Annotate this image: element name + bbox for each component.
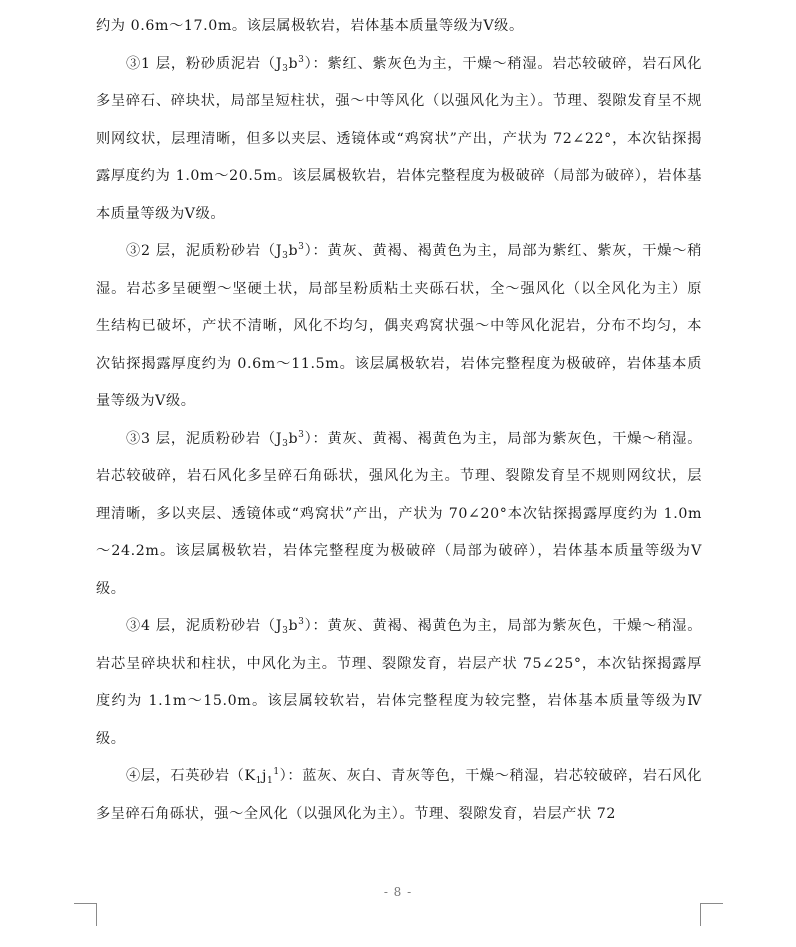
page-corner-mark-left <box>74 903 97 926</box>
text-run: ）：黄灰、黄褐、褐黄色为主，局部为紫灰色，干燥～稍湿。岩芯较破碎，岩石风化多呈碎石角砾状，强风化为主。节理、裂隙发育呈不规则网纹状，层理清晰，多以夹层、透镜体或“鸡窝状”产出，产状为 70∠20°本次钻探揭露厚度约为 1.0m～24.2m。该层属极软岩，岩体完整程度为极破碎（局部为破碎），岩体基本质量等级为Ⅴ级。 <box>96 430 702 597</box>
text-sub: 3 <box>282 626 289 636</box>
text-run: j <box>262 768 267 784</box>
page-body <box>96 8 702 833</box>
text-sub: 1 <box>267 776 274 786</box>
text-sup: 3 <box>298 54 305 65</box>
paragraph-layer-3-3 <box>96 421 702 609</box>
text-sub: 3 <box>282 251 289 261</box>
text-run: 约为 0.6m～17.0m。该层属极软岩，岩体基本质量等级为Ⅴ级。 <box>96 18 524 34</box>
paragraph-layer-3-2 <box>96 233 702 421</box>
text-run: ③3 层，泥质粉砂岩（J <box>126 430 283 447</box>
text-run: ④层，石英砂岩（K <box>126 768 256 784</box>
paragraph-layer-3-1 <box>96 46 702 234</box>
text-sub: 3 <box>282 438 289 449</box>
text-run: b <box>288 618 299 634</box>
text-sub: 3 <box>282 63 289 74</box>
text-run: ）：紫红、紫灰色为主，干燥～稍湿。岩芯较破碎，岩石风化多呈碎石、碎块状，局部呈短柱状，强～中等风化（以强风化为主）。节理、裂隙发育呈不规则网纹状，层理清晰，但多以夹层、透镜体或“鸡窝状”产出，产状为 72∠22°，本次钻探揭露厚度约为 1.0m～20.5m。该层属极软岩，岩体完整程度为极破碎（局部为破碎），岩体基本质量等级为Ⅴ级。 <box>96 55 702 222</box>
text-run: ③2 层，泥质粉砂岩（J <box>126 243 283 259</box>
text-sup: 3 <box>298 617 305 627</box>
text-sup: 1 <box>273 767 280 777</box>
text-run: ）：蓝灰、灰白、青灰等色，干燥～稍湿，岩芯较破碎，岩石风化多呈碎石角砾状，强～全风化（以强风化为主）。节理、裂隙发育，岩层产状 72 <box>96 768 702 822</box>
text-run: b <box>288 430 299 447</box>
text-run: ③4 层，泥质粉砂岩（J <box>126 618 283 634</box>
text-run: ）：黄灰、黄褐、褐黄色为主，局部为紫灰色，干燥～稍湿。岩芯呈碎块状和柱状，中风化为主。节理、裂隙发育，岩层产状 75∠25°，本次钻探揭露厚度约为 1.1m～15.0m。该层属较软岩，岩体完整程度为较完整，岩体基本质量等级为Ⅳ级。 <box>96 618 702 747</box>
text-run: b <box>288 55 299 72</box>
text-run: ③1 层，粉砂质泥岩（J <box>126 55 283 72</box>
page-number: - 8 - <box>383 885 413 899</box>
text-sub: 1 <box>255 776 262 786</box>
paragraph-layer-3-4 <box>96 608 702 758</box>
text-run: ）：黄灰、黄褐、褐黄色为主，局部为紫红、紫灰，干燥～稍湿。岩芯多呈硬塑～坚硬土状，局部呈粉质粘土夹砾石状，全～强风化（以全风化为主）原生结构已破坏，产状不清晰，风化不均匀，偶夹鸡窝状强～中等风化泥岩，分布不均匀，本次钻探揭露厚度约为 0.6m～11.5m。该层属极软岩，岩体完整程度为极破碎，岩体基本质量等级为Ⅴ级。 <box>96 243 702 409</box>
paragraph-continuation <box>96 8 702 46</box>
text-sup: 3 <box>298 242 305 252</box>
paragraph-layer-4 <box>96 758 702 833</box>
page-corner-mark-right <box>700 903 723 926</box>
text-run: b <box>288 243 299 259</box>
text-sup: 3 <box>298 429 305 440</box>
